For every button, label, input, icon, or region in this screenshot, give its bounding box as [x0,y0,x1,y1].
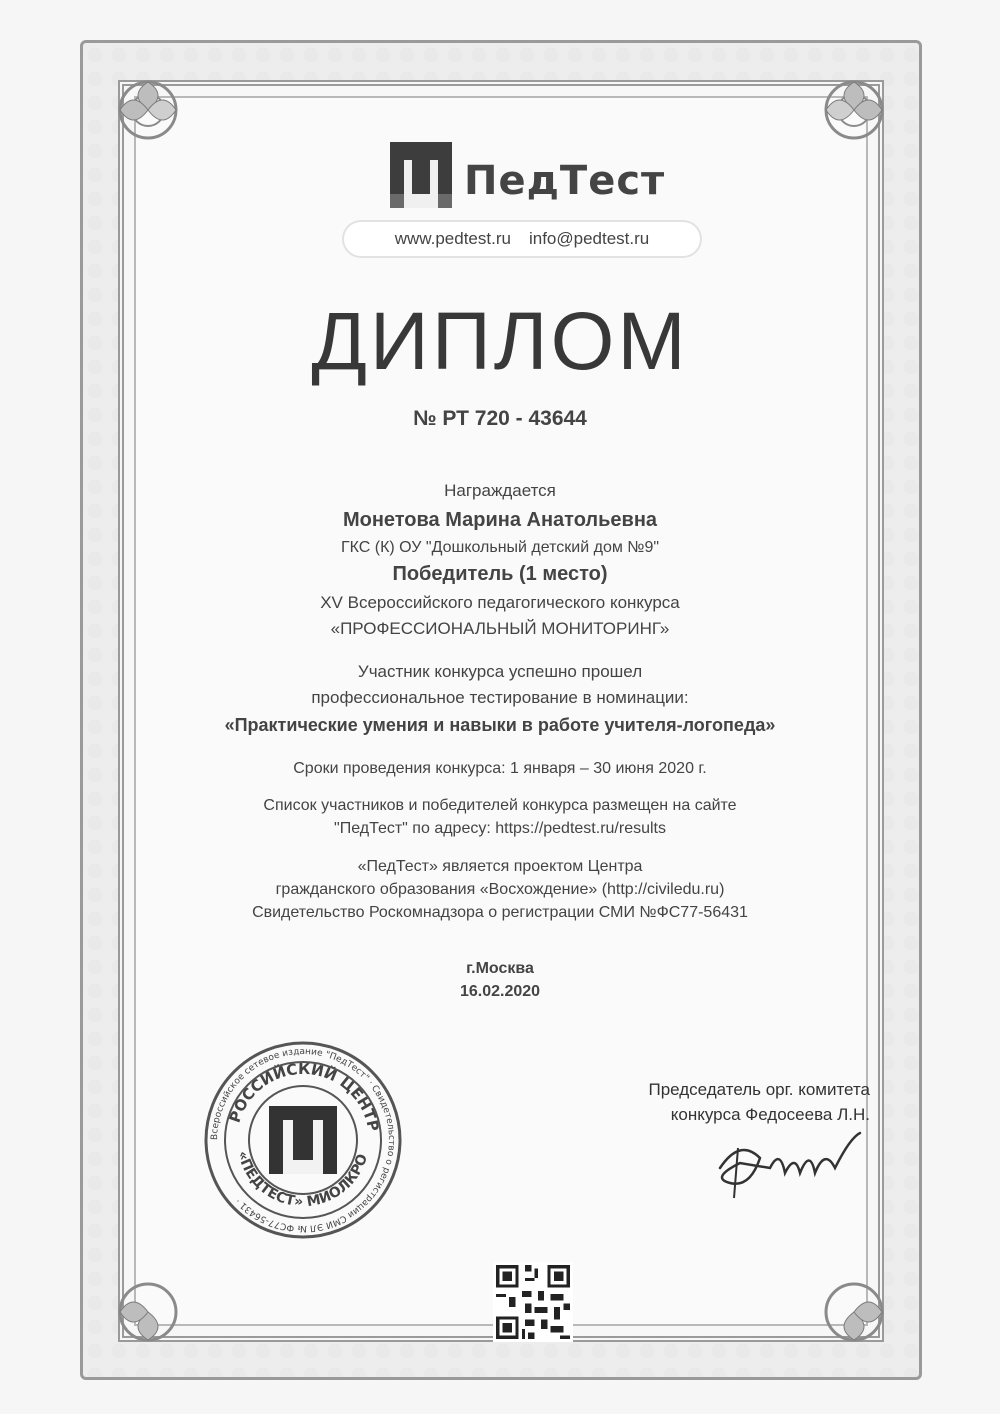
result: Победитель (1 место) [392,563,608,585]
stamp-outer-text: Всероссийское сетевое издание "ПедТест" · Свидетельство о регистрации СМИ ЭЛ № ФС77-56431 · [209,1046,397,1234]
corner-ornament-icon [108,70,198,160]
recipient-name: Монетова Марина Анатольевна [342,509,658,531]
issue-date: 16.02.2020 [459,983,541,1000]
contest-line-1: XV Всероссийского педагогического конкурса [320,593,680,612]
pedtest-logo-icon [390,142,452,208]
contacts-bar [344,222,700,256]
signer-name: конкурса Федосеева Л.Н. [670,1105,870,1124]
qr-code-icon[interactable] [493,1262,573,1342]
contest-line-2: «ПРОФЕССИОНАЛЬНЫЙ МОНИТОРИНГ» [330,619,670,638]
participant-line-2: профессиональное тестирование в номинации: [311,688,689,707]
signer-block [560,1077,870,1127]
project-line-3: Свидетельство Роскомнадзора о регистрации СМИ №ФС77-56431 [252,904,748,921]
brand-name: ПедТест [464,158,666,204]
diploma-title: ДИПЛОМ [311,296,689,387]
organization: ГКС (К) ОУ "Дошкольный детский дом №9" [340,539,660,556]
project-line-1: «ПедТест» является проектом Центра [357,858,643,875]
signer-title: Председатель орг. комитета [648,1080,870,1099]
stamp-inner-top-text: РОССИЙСКИЙ ЦЕНТР [225,1059,383,1133]
email-link[interactable]: info@pedtest.ru [528,229,650,248]
website-link[interactable]: www.pedtest.ru [394,229,511,248]
results-line-1: Список участников и победителей конкурса размещен на сайте [263,797,737,814]
corner-ornament-icon [804,1262,894,1352]
official-stamp-icon [203,1040,403,1240]
results-line-2: "ПедТест" по адресу: https://pedtest.ru/results [334,820,666,837]
project-line-2: гражданского образования «Восхождение» (http://civiledu.ru) [275,881,725,898]
corner-ornament-icon [804,70,894,160]
awarded-label: Награждается [444,481,556,500]
nomination: «Практические умения и навыки в работе учителя-логопеда» [224,715,776,735]
diploma-number: № РТ 720 - 43644 [413,407,587,430]
corner-ornament-icon [108,1262,198,1352]
city: г.Москва [466,960,534,977]
handwritten-signature [700,1128,870,1208]
participant-line-1: Участник конкурса успешно прошел [357,662,643,681]
contest-dates: Сроки проведения конкурса: 1 января – 30 июня 2020 г. [293,760,707,777]
stamp-inner-bottom-text: «ПЕДТЕСТ» МИОЛКРО [234,1149,372,1211]
brand-logo [390,142,690,212]
